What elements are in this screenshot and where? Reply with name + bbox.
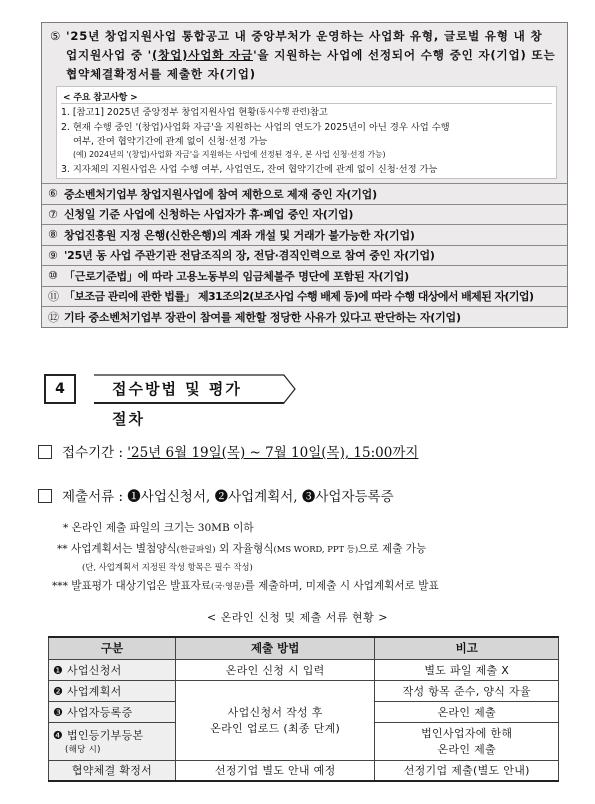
- row5-text-3: 협약체결확정서를 제출한 자(기업): [66, 66, 256, 81]
- doc-name-cell: 협약체결 확정서: [49, 760, 176, 781]
- document-item: ❸사업자등록증: [301, 489, 394, 505]
- table-row: [49, 760, 559, 781]
- eligibility-row-7: [42, 204, 567, 225]
- reference-item-2-example: (예) 2024년의 '(창업)사업화 자금'을 지원하는 사업에 선정된 경우, 본 사업 신청·선정 가능): [73, 149, 386, 159]
- checkbox-icon: [38, 445, 52, 459]
- doc-name-cell: ❶ 사업신청서: [49, 659, 176, 680]
- method-cell: 온라인 신청 시 입력: [175, 659, 375, 680]
- table-header-row: [49, 637, 559, 659]
- section-title-box: [94, 374, 296, 428]
- method-cell: 선정기업 별도 안내 예정: [175, 760, 375, 781]
- note-2-pre: ** 사업계획서는 별첨양식: [57, 543, 177, 555]
- note-2-post: 으로 제출 가능: [358, 543, 427, 555]
- row-number: ⑫: [48, 310, 59, 324]
- eligibility-box: [41, 22, 568, 328]
- note-3-small: (국·영문): [211, 581, 245, 591]
- reference-heading: < 주요 참고사항 >: [61, 89, 552, 104]
- section-title: 접수방법 및 평가 절차: [112, 380, 242, 428]
- row-number: ⑧: [48, 228, 58, 242]
- eligibility-row-9: [42, 245, 567, 266]
- table-header: 구분: [49, 637, 176, 659]
- eligibility-row-11: [42, 286, 567, 307]
- reference-item-1-tail: 참고: [309, 107, 328, 119]
- reference-item-1-small: (동시수행 관련): [256, 106, 310, 116]
- row-text: 신청일 기준 사업에 신청하는 사업자가 휴·폐업 중인 자(기업): [64, 208, 354, 222]
- merged-method-cell: [175, 680, 375, 760]
- row-text: 「보조금 관리에 관한 법률」 제31조의2(보조사업 수행 배제 등)에 따라 수행 대상에서 배제된 자(기업): [64, 290, 534, 304]
- note-3-post: 를 제출하며, 미제출 시 사업계획서로 발표: [244, 580, 439, 592]
- submission-documents: [38, 485, 394, 505]
- reference-item-3: 3. 지자체의 지원사업은 사업 수행 여부, 사업연도, 잔여 협약기간에 관계 없이 신청·선정 가능: [61, 163, 438, 175]
- row-number: ⑤: [50, 28, 62, 43]
- row-text: 기타 중소벤처기업부 장관이 참여를 제한할 정당한 사유가 있다고 판단하는 자(기업): [64, 310, 461, 324]
- row5-line3: [50, 64, 559, 83]
- note-file-size: * 온라인 제출 파일의 크기는 30MB 이하: [63, 522, 254, 534]
- reception-period: [38, 441, 418, 461]
- eligibility-row-12: [42, 306, 567, 327]
- row-number: ⑪: [48, 290, 59, 304]
- reference-item-1: [61, 104, 552, 119]
- title-bracket-shape: [94, 374, 296, 404]
- row5-line2: [50, 45, 559, 64]
- merged-method-line-2: 온라인 업로드 (최종 단계): [210, 722, 341, 735]
- note-cell: 온라인 제출: [375, 701, 559, 722]
- reference-item-2: 2. 현재 수행 중인 '(창업)사업화 자금'을 지원하는 사업의 연도가 2025년이 아닌 경우 사업 수행: [61, 121, 450, 133]
- submission-documents-table: [48, 636, 559, 782]
- row-number: ⑨: [48, 248, 58, 262]
- reference-item-1-main: 1. [참고1] 2025년 중앙정부 창업지원사업 현황: [61, 107, 257, 119]
- row-text: '25년 동 사업 주관기관 전담조직의 장, 전담·겸직인력으로 참여 중인 자(기업): [64, 249, 435, 263]
- doc-name-cell: ❷ 사업계획서: [49, 680, 176, 701]
- note-3-pre: *** 발표평가 대상기업은 발표자료: [52, 580, 212, 592]
- note-cell: 선정기업 제출(별도 안내): [375, 760, 559, 781]
- row-number: ⑦: [48, 207, 58, 221]
- row-number: ⑩: [48, 269, 58, 283]
- row5-underlined-text: (창업)사업화 자금: [152, 47, 254, 62]
- row5-text-1: '25년 창업지원사업 통합공고 내 중앙부처가 운영하는 사업화 유형, 글로벌 유형 내 창: [66, 28, 543, 43]
- note-business-plan: [57, 541, 426, 556]
- doc-name-cell: ❸ 사업자등록증: [49, 701, 176, 722]
- table-header: 비고: [375, 637, 559, 659]
- note-2-small-1: (한글파일): [176, 544, 216, 554]
- table-row: [49, 659, 559, 680]
- eligibility-row-5: [42, 23, 567, 183]
- note-cell: 별도 파일 제출 X: [375, 659, 559, 680]
- section-heading: [36, 374, 296, 428]
- note-line-2: 온라인 제출: [437, 743, 496, 756]
- row-text: 중소벤처기업부 창업지원사업에 참여 제한으로 제재 중인 자(기업): [64, 187, 377, 201]
- checkbox-icon: [38, 489, 52, 503]
- note-line-1: 법인사업자에 한해: [421, 727, 513, 740]
- reference-notes-box: [56, 86, 557, 179]
- eligibility-row-8: [42, 224, 567, 245]
- eligibility-row-6: [42, 183, 567, 204]
- row-text: 「근로기준법」에 따라 고용노동부의 임금체불주 명단에 포함된 자(기업): [64, 269, 409, 283]
- row5-text-2a: 업지원사업 중 ': [66, 47, 153, 62]
- table-caption: < 온라인 신청 및 제출 서류 현황 >: [207, 611, 388, 624]
- doc-name-cell: [49, 722, 176, 760]
- note-presentation: [52, 578, 439, 593]
- reference-item-2-cont: 여부, 잔여 협약기간에 관계 없이 신청·선정 가능: [73, 136, 268, 148]
- note-business-plan-sub: (단, 사업계획서 지정된 작성 항목은 필수 작성): [82, 562, 253, 572]
- note-cell: 작성 항목 준수, 양식 자율: [375, 680, 559, 701]
- documents-label: 제출서류 :: [62, 489, 128, 505]
- note-cell: [375, 722, 559, 760]
- eligibility-row-10: [42, 265, 567, 286]
- row5-line1: [50, 26, 559, 45]
- table-header: 제출 방법: [175, 637, 375, 659]
- row5-text-2b: '을 지원하는 사업에 선정되어 수행 중인 자(기업) 또는: [253, 47, 556, 62]
- note-2-small-2: (MS WORD, PPT 등): [273, 544, 359, 554]
- table-row: [49, 680, 559, 701]
- doc-name-main: ❹ 법인등기부등본: [53, 729, 144, 742]
- document-item: ❷사업계획서,: [214, 489, 302, 505]
- row-text: 창업진흥원 지정 은행(신한은행)의 계좌 개설 및 거래가 불가능한 자(기업): [64, 228, 415, 242]
- section-number: 4: [44, 374, 76, 404]
- row-number: ⑥: [48, 187, 58, 201]
- document-item: ❶사업신청서,: [127, 489, 215, 505]
- reception-period-value: '25년 6월 19일(목) ~ 7월 10일(목), 15:00까지: [127, 445, 419, 461]
- note-2-mid: 외 자율형식: [215, 543, 274, 555]
- reception-period-label: 접수기간 :: [62, 445, 128, 461]
- doc-name-sub: (해당 시): [65, 745, 101, 755]
- merged-method-line-1: 사업신청서 작성 후: [227, 706, 323, 719]
